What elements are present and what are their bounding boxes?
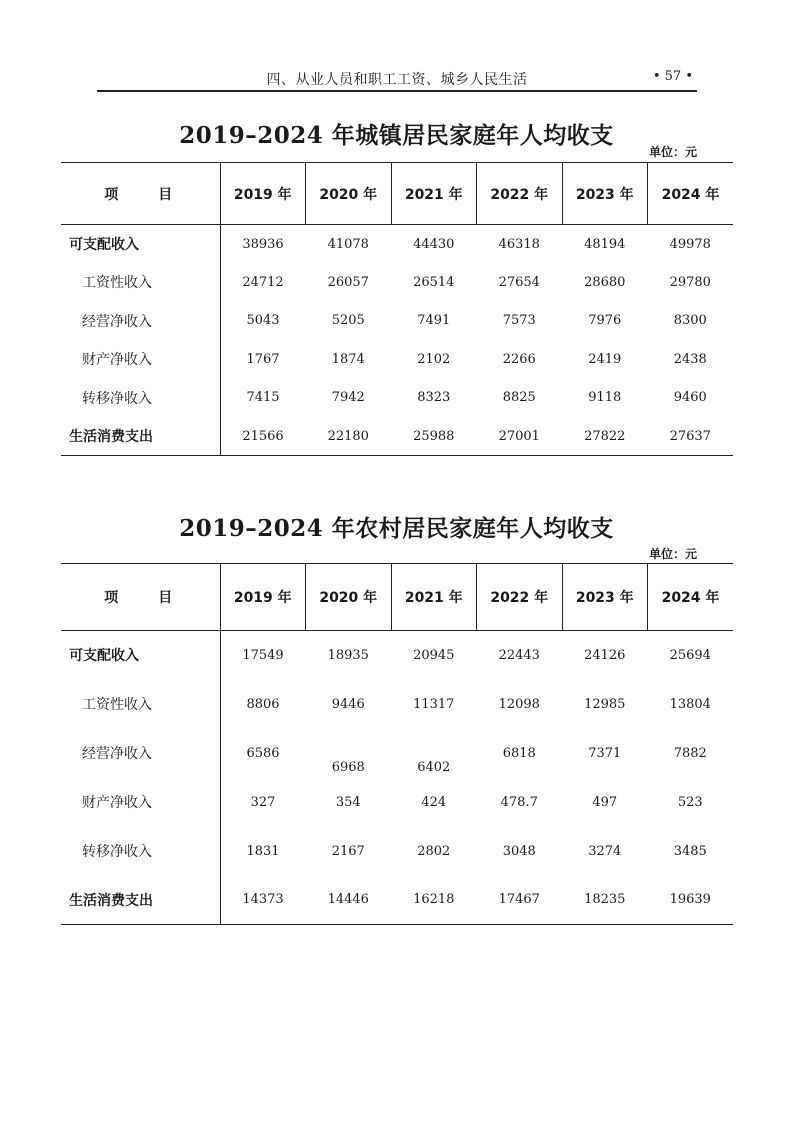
column-header-year: 2022 年 [477,163,563,225]
value-cell: 2419 [588,351,622,367]
column-header-year: 2020 年 [306,564,392,631]
value-cell: 9118 [588,390,622,406]
value-cell: 7371 [588,745,622,761]
value-cell: 2438 [673,351,707,367]
value-cell: 8300 [673,313,707,329]
column-header-year: 2023 年 [562,564,648,631]
value-cell: 3048 [502,843,536,859]
value-cell: 424 [421,794,447,810]
value-cell: 8806 [220,680,306,729]
value-cell: 19639 [669,892,711,908]
column-header-year: 2023 年 [562,163,648,225]
row-label: 生活消费支出 [69,892,153,909]
value-cell: 17549 [220,631,306,680]
column-header-year: 2021 年 [391,163,477,225]
value-cell: 49978 [669,236,711,252]
table-row [61,379,733,418]
value-cell: 27822 [584,428,626,444]
value-cell: 1874 [331,351,365,367]
value-cell: 24712 [220,263,306,302]
column-header-year: 2019 年 [220,163,306,225]
value-cell: 1831 [220,827,306,876]
row-label: 转移净收入 [82,390,152,407]
value-cell: 6586 [220,729,306,778]
row-label: 经营净收入 [82,313,152,330]
table-row [61,225,733,264]
value-cell: 38936 [220,225,306,264]
value-cell: 497 [592,794,618,810]
row-label: 可支配收入 [69,237,139,253]
column-header-item: 项 目 [61,163,220,225]
urban-income-table [61,162,733,456]
row-label: 转移净收入 [82,844,152,860]
value-cell: 5205 [331,313,365,329]
value-cell: 6818 [502,745,536,761]
column-header-year: 2021 年 [391,564,477,631]
table-header-row [61,564,733,631]
value-cell: 7573 [502,313,536,329]
value-cell: 11317 [413,696,455,712]
value-cell: 12985 [584,696,626,712]
value-cell: 1767 [220,340,306,379]
value-cell: 26057 [327,274,369,290]
value-cell: 12098 [498,696,540,712]
value-cell: 7882 [673,745,707,761]
column-header-year: 2019 年 [220,564,306,631]
row-label: 工资性收入 [82,697,152,713]
value-cell: 327 [220,778,306,827]
page-header [97,66,697,92]
value-cell: 8323 [417,390,451,406]
column-header-item: 项 目 [61,564,220,631]
table-row [61,302,733,341]
value-cell: 8825 [502,390,536,406]
table-row [61,729,733,778]
value-text: 6968 [331,759,365,775]
value-cell: 7942 [331,390,365,406]
value-cell: 20945 [413,647,455,663]
table-row [61,417,733,456]
value-cell: 27654 [498,274,540,290]
value-cell: 22443 [498,647,540,663]
table-row [61,340,733,379]
section-title: 四、从业人员和职工工资、城乡人民生活 [266,72,528,88]
column-header-year: 2020 年 [306,163,392,225]
table-row [61,631,733,680]
table-row [61,263,733,302]
value-cell: 5043 [220,302,306,341]
column-header-year: 2022 年 [477,564,563,631]
value-cell: 3485 [673,843,707,859]
rural-table-title: 2019–2024 年农村居民家庭年人均收支 [179,515,614,542]
value-cell: 46318 [498,236,540,252]
value-cell: 25988 [413,428,455,444]
table-row [61,876,733,925]
value-cell: 9446 [331,696,365,712]
value-text: 6402 [417,759,451,775]
value-cell [391,729,477,778]
table-row [61,778,733,827]
table-row [61,827,733,876]
value-cell: 17467 [498,892,540,908]
value-cell: 25694 [669,647,711,663]
table-header-row [61,163,733,225]
urban-table-title: 2019–2024 年城镇居民家庭年人均收支 [179,122,614,149]
value-cell: 523 [677,794,703,810]
value-cell: 29780 [669,274,711,290]
value-cell: 16218 [413,892,455,908]
value-cell: 2102 [417,351,451,367]
value-cell: 26514 [413,274,455,290]
rural-unit-label: 单位：元 [648,547,697,561]
value-cell [306,729,392,778]
row-label: 财产净收入 [82,352,152,369]
value-cell: 3274 [588,843,622,859]
row-label: 可支配收入 [69,648,139,665]
row-label: 工资性收入 [82,275,152,292]
value-cell: 44430 [413,236,455,252]
value-cell: 18935 [327,647,369,663]
value-cell: 7976 [588,313,622,329]
rural-income-table [61,563,733,925]
value-cell: 22180 [327,428,369,444]
value-cell: 7415 [220,379,306,418]
row-label: 财产净收入 [82,795,152,811]
value-cell: 2266 [502,351,536,367]
value-cell: 21566 [220,417,306,456]
row-label: 生活消费支出 [69,429,153,445]
value-cell: 9460 [673,390,707,406]
value-cell: 13804 [669,696,711,712]
value-cell: 2802 [417,843,451,859]
value-cell: 478.7 [500,794,538,810]
column-header-year: 2024 年 [648,564,734,631]
value-cell: 41078 [327,236,369,252]
value-cell: 14373 [220,876,306,925]
value-cell: 27637 [669,428,711,444]
value-cell: 2167 [331,843,365,859]
table-row [61,680,733,729]
value-cell: 27001 [498,428,540,444]
value-cell: 48194 [584,236,626,252]
value-cell: 18235 [584,892,626,908]
column-header-year: 2024 年 [648,163,734,225]
value-cell: 14446 [327,892,369,908]
value-cell: 354 [335,794,361,810]
value-cell: 24126 [584,647,626,663]
row-label: 经营净收入 [82,746,152,762]
value-cell: 7491 [417,313,451,329]
value-cell: 28680 [584,274,626,290]
page-number: • 57 • [652,69,693,84]
urban-unit-label: 单位：元 [648,145,697,159]
